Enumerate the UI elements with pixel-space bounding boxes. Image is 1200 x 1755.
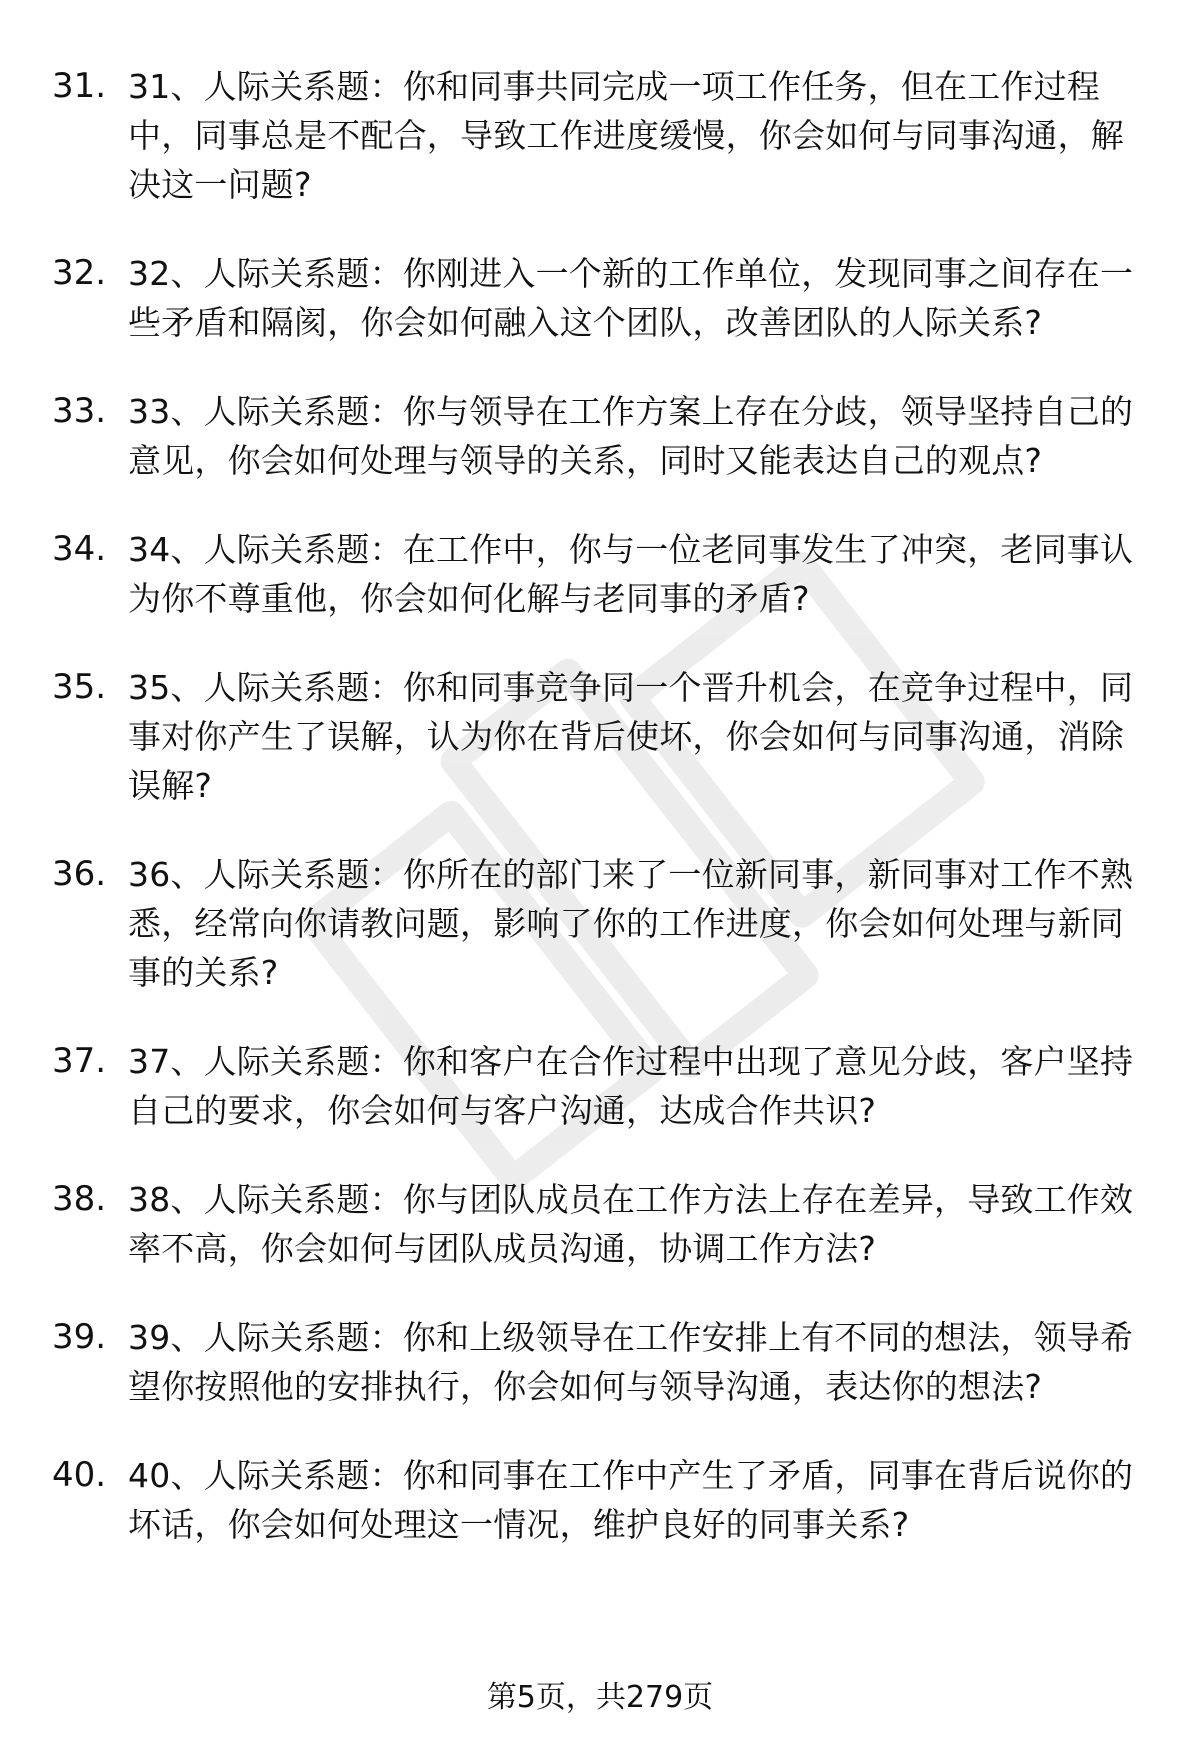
- list-item: [52, 249, 1152, 347]
- question-number: 33.: [52, 391, 107, 431]
- question-text: 37、人际关系题：你和客户在合作过程中出现了意见分歧，客户坚持自己的要求，你会如何与客户沟通，达成合作共识?: [128, 1042, 1134, 1130]
- question-text: 35、人际关系题：你和同事竞争同一个晋升机会，在竞争过程中，同事对你产生了误解，认为你在背后使坏，你会如何与同事沟通，消除误解?: [128, 668, 1134, 805]
- question-number: 34.: [52, 529, 107, 569]
- list-item: [52, 1175, 1152, 1273]
- list-item: [52, 663, 1152, 810]
- question-number: 32.: [52, 253, 107, 293]
- question-number: 37.: [52, 1041, 107, 1081]
- question-list: [52, 62, 1152, 1589]
- list-item: [52, 850, 1152, 997]
- question-text: 31、人际关系题：你和同事共同完成一项工作任务，但在工作过程中，同事总是不配合，导致工作进度缓慢，你会如何与同事沟通，解决这一问题?: [128, 67, 1124, 204]
- list-item: [52, 1037, 1152, 1135]
- list-item: [52, 525, 1152, 623]
- list-item: [52, 387, 1152, 485]
- question-number: 40.: [52, 1455, 107, 1495]
- question-number: 35.: [52, 667, 107, 707]
- question-text: 32、人际关系题：你刚进入一个新的工作单位，发现同事之间存在一些矛盾和隔阂，你会如何融入这个团队，改善团队的人际关系?: [128, 254, 1134, 342]
- question-number: 36.: [52, 854, 107, 894]
- question-number: 39.: [52, 1317, 107, 1357]
- question-text: 39、人际关系题：你和上级领导在工作安排上有不同的想法，领导希望你按照他的安排执行，你会如何与领导沟通，表达你的想法?: [128, 1318, 1134, 1406]
- list-item: [52, 1451, 1152, 1549]
- question-text: 36、人际关系题：你所在的部门来了一位新同事，新同事对工作不熟悉，经常向你请教问题，影响了你的工作进度，你会如何处理与新同事的关系?: [128, 855, 1134, 992]
- question-text: 40、人际关系题：你和同事在工作中产生了矛盾，同事在背后说你的坏话，你会如何处理这一情况，维护良好的同事关系?: [128, 1456, 1134, 1544]
- list-item: [52, 62, 1152, 209]
- question-number: 31.: [52, 66, 107, 106]
- question-text: 38、人际关系题：你与团队成员在工作方法上存在差异，导致工作效率不高，你会如何与团队成员沟通，协调工作方法?: [128, 1180, 1134, 1268]
- question-text: 34、人际关系题：在工作中，你与一位老同事发生了冲突，老同事认为你不尊重他，你会如何化解与老同事的矛盾?: [128, 530, 1134, 618]
- question-text: 33、人际关系题：你与领导在工作方案上存在分歧，领导坚持自己的意见，你会如何处理与领导的关系，同时又能表达自己的观点?: [128, 392, 1134, 480]
- list-item: [52, 1313, 1152, 1411]
- question-number: 38.: [52, 1179, 107, 1219]
- page-footer: 第5页，共279页: [486, 1680, 714, 1715]
